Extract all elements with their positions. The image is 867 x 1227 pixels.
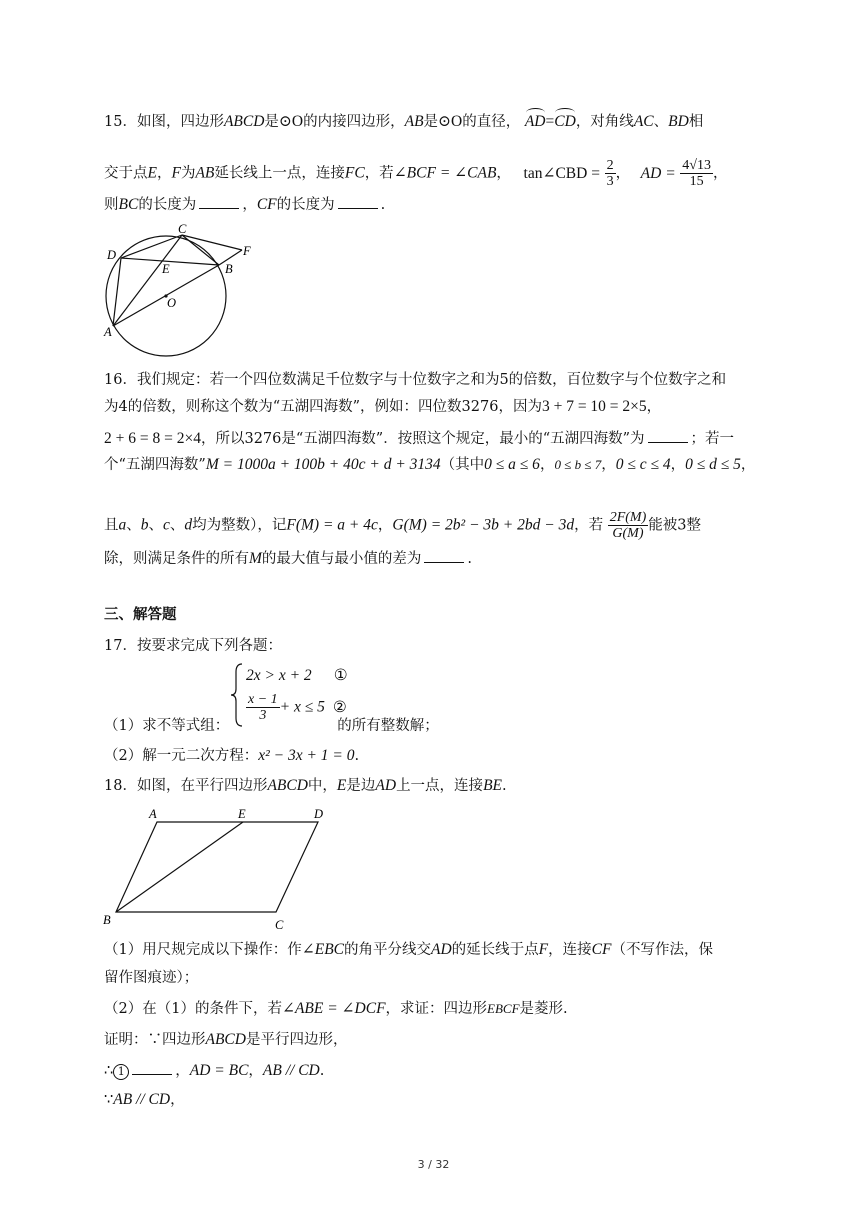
answer-blank-smallest[interactable] — [648, 428, 688, 443]
q15-line-3: 则BC的长度为 ，CF的长度为 . — [104, 196, 386, 213]
answer-blank-proof-1[interactable] — [132, 1060, 172, 1075]
q18-line-1: 18．如图，在平行四边形ABCD中，E是边AD上一点，连接BE. — [104, 777, 507, 794]
q18-part-2: （2）在（1）的条件下，若∠ABE = ∠DCF，求证：四边形EBCF是菱形. — [104, 1000, 568, 1017]
proof-line-3: ∵AB // CD， — [104, 1091, 185, 1108]
q17-part-2: （2）解一元二次方程：x² − 3x + 1 = 0. — [104, 747, 360, 764]
arc-cd: CD — [554, 113, 576, 130]
fig15-label-e: E — [162, 262, 170, 276]
answer-blank-cf[interactable] — [338, 194, 378, 209]
section-heading: 三、解答题 — [104, 607, 177, 623]
ad-fraction: $\frac{4√13}{15}$ — [682, 158, 711, 189]
q16-line-6: 除，则满足条件的所有M的最大值与最小值的差为 . — [104, 550, 473, 567]
fig15-label-a: A — [104, 325, 112, 339]
fig15-label-o: O — [167, 296, 177, 310]
fig15-label-b: B — [225, 262, 233, 276]
q15-line-2: 交于点E，F为AB延长线上一点，连接FC，若∠BCF = ∠CAB， tan∠CBD = $\frac{2}{3}$ ， AD = $\frac{4√13}{15}$ ， — [104, 158, 728, 189]
fig18-label-b: B — [103, 913, 111, 927]
figure-18-parallelogram — [100, 800, 340, 935]
fig18-label-c: C — [275, 918, 284, 932]
q17-line-1: 17．按要求完成下列各题： — [104, 638, 282, 654]
q16-line-1: 16．我们规定：若一个四位数满足千位数字与十位数字之和为5的倍数，百位数字与个位数字之和 — [104, 372, 727, 388]
q17-part-1: （1）求不等式组： 的所有整数解； — [104, 718, 439, 734]
ineq2-fraction: $\frac{x - 1}{3}$ — [248, 692, 278, 723]
q15-line-1: 15．如图，四边形ABCD是⊙O的内接四边形，AB是⊙O的直径， AD=CD，对角线AC、BD相 — [104, 113, 704, 130]
answer-blank-difference[interactable] — [424, 548, 464, 563]
arc-ad: AD — [524, 113, 546, 130]
proof-line-1: 证明：∵四边形ABCD是平行四边形， — [104, 1031, 348, 1048]
q18-part-1-line-2: 留作图痕迹）； — [104, 970, 199, 986]
q16-line-5: 且a、b、c、d均为整数），记F(M) = a + 4c，G(M) = 2b² − 3b + 2bd − 3d，若 $\frac{2F(M)}{G(M)}$ 能被3整 — [104, 510, 701, 541]
fig18-label-d: D — [314, 807, 324, 821]
q18-part-1-line-1: （1）用尺规完成以下操作：作∠EBC的角平分线交AD的延长线于点F，连接CF（不写作法，保 — [104, 941, 713, 958]
fm-gm-fraction: $\frac{2F(M)}{G(M)}$ — [609, 510, 647, 541]
q16-line-4: 个“五湖四海数”M = 1000a + 100b + 40c + d + 3134（其中0 ≤ a ≤ 6，0 ≤ b ≤ 7，0 ≤ c ≤ 4，0 ≤ d ≤ 5， — [104, 456, 756, 473]
inequality-1: 2x > x + 2 ① — [246, 667, 348, 684]
fig15-label-d: D — [107, 248, 117, 262]
fig18-label-a: A — [149, 807, 157, 821]
tan-fraction: $\frac{2}{3}$ — [606, 158, 614, 189]
q16-line-2: 为4的倍数，则称这个数为“五湖四海数”，例如：四位数3276，因为3 + 7 = 10 = 2×5， — [104, 398, 662, 415]
figure-15-circle — [100, 222, 270, 362]
fig18-label-e: E — [238, 807, 246, 821]
q16-line-3: 2 + 6 = 8 = 2×4，所以3276是“五湖四海数”．按照这个规定，最小的“五湖四海数”为 ；若一 — [104, 430, 735, 447]
fig15-label-f: F — [243, 244, 251, 258]
fig15-label-c: C — [178, 222, 187, 236]
answer-blank-bc[interactable] — [199, 194, 239, 209]
page-number: 3 / 32 — [417, 1158, 450, 1171]
inequality-2: $\frac{x - 1}{3}$ + x ≤ 5 ② — [248, 692, 347, 723]
proof-line-2: ∴ 1 ，AD = BC，AB // CD. — [104, 1062, 325, 1079]
